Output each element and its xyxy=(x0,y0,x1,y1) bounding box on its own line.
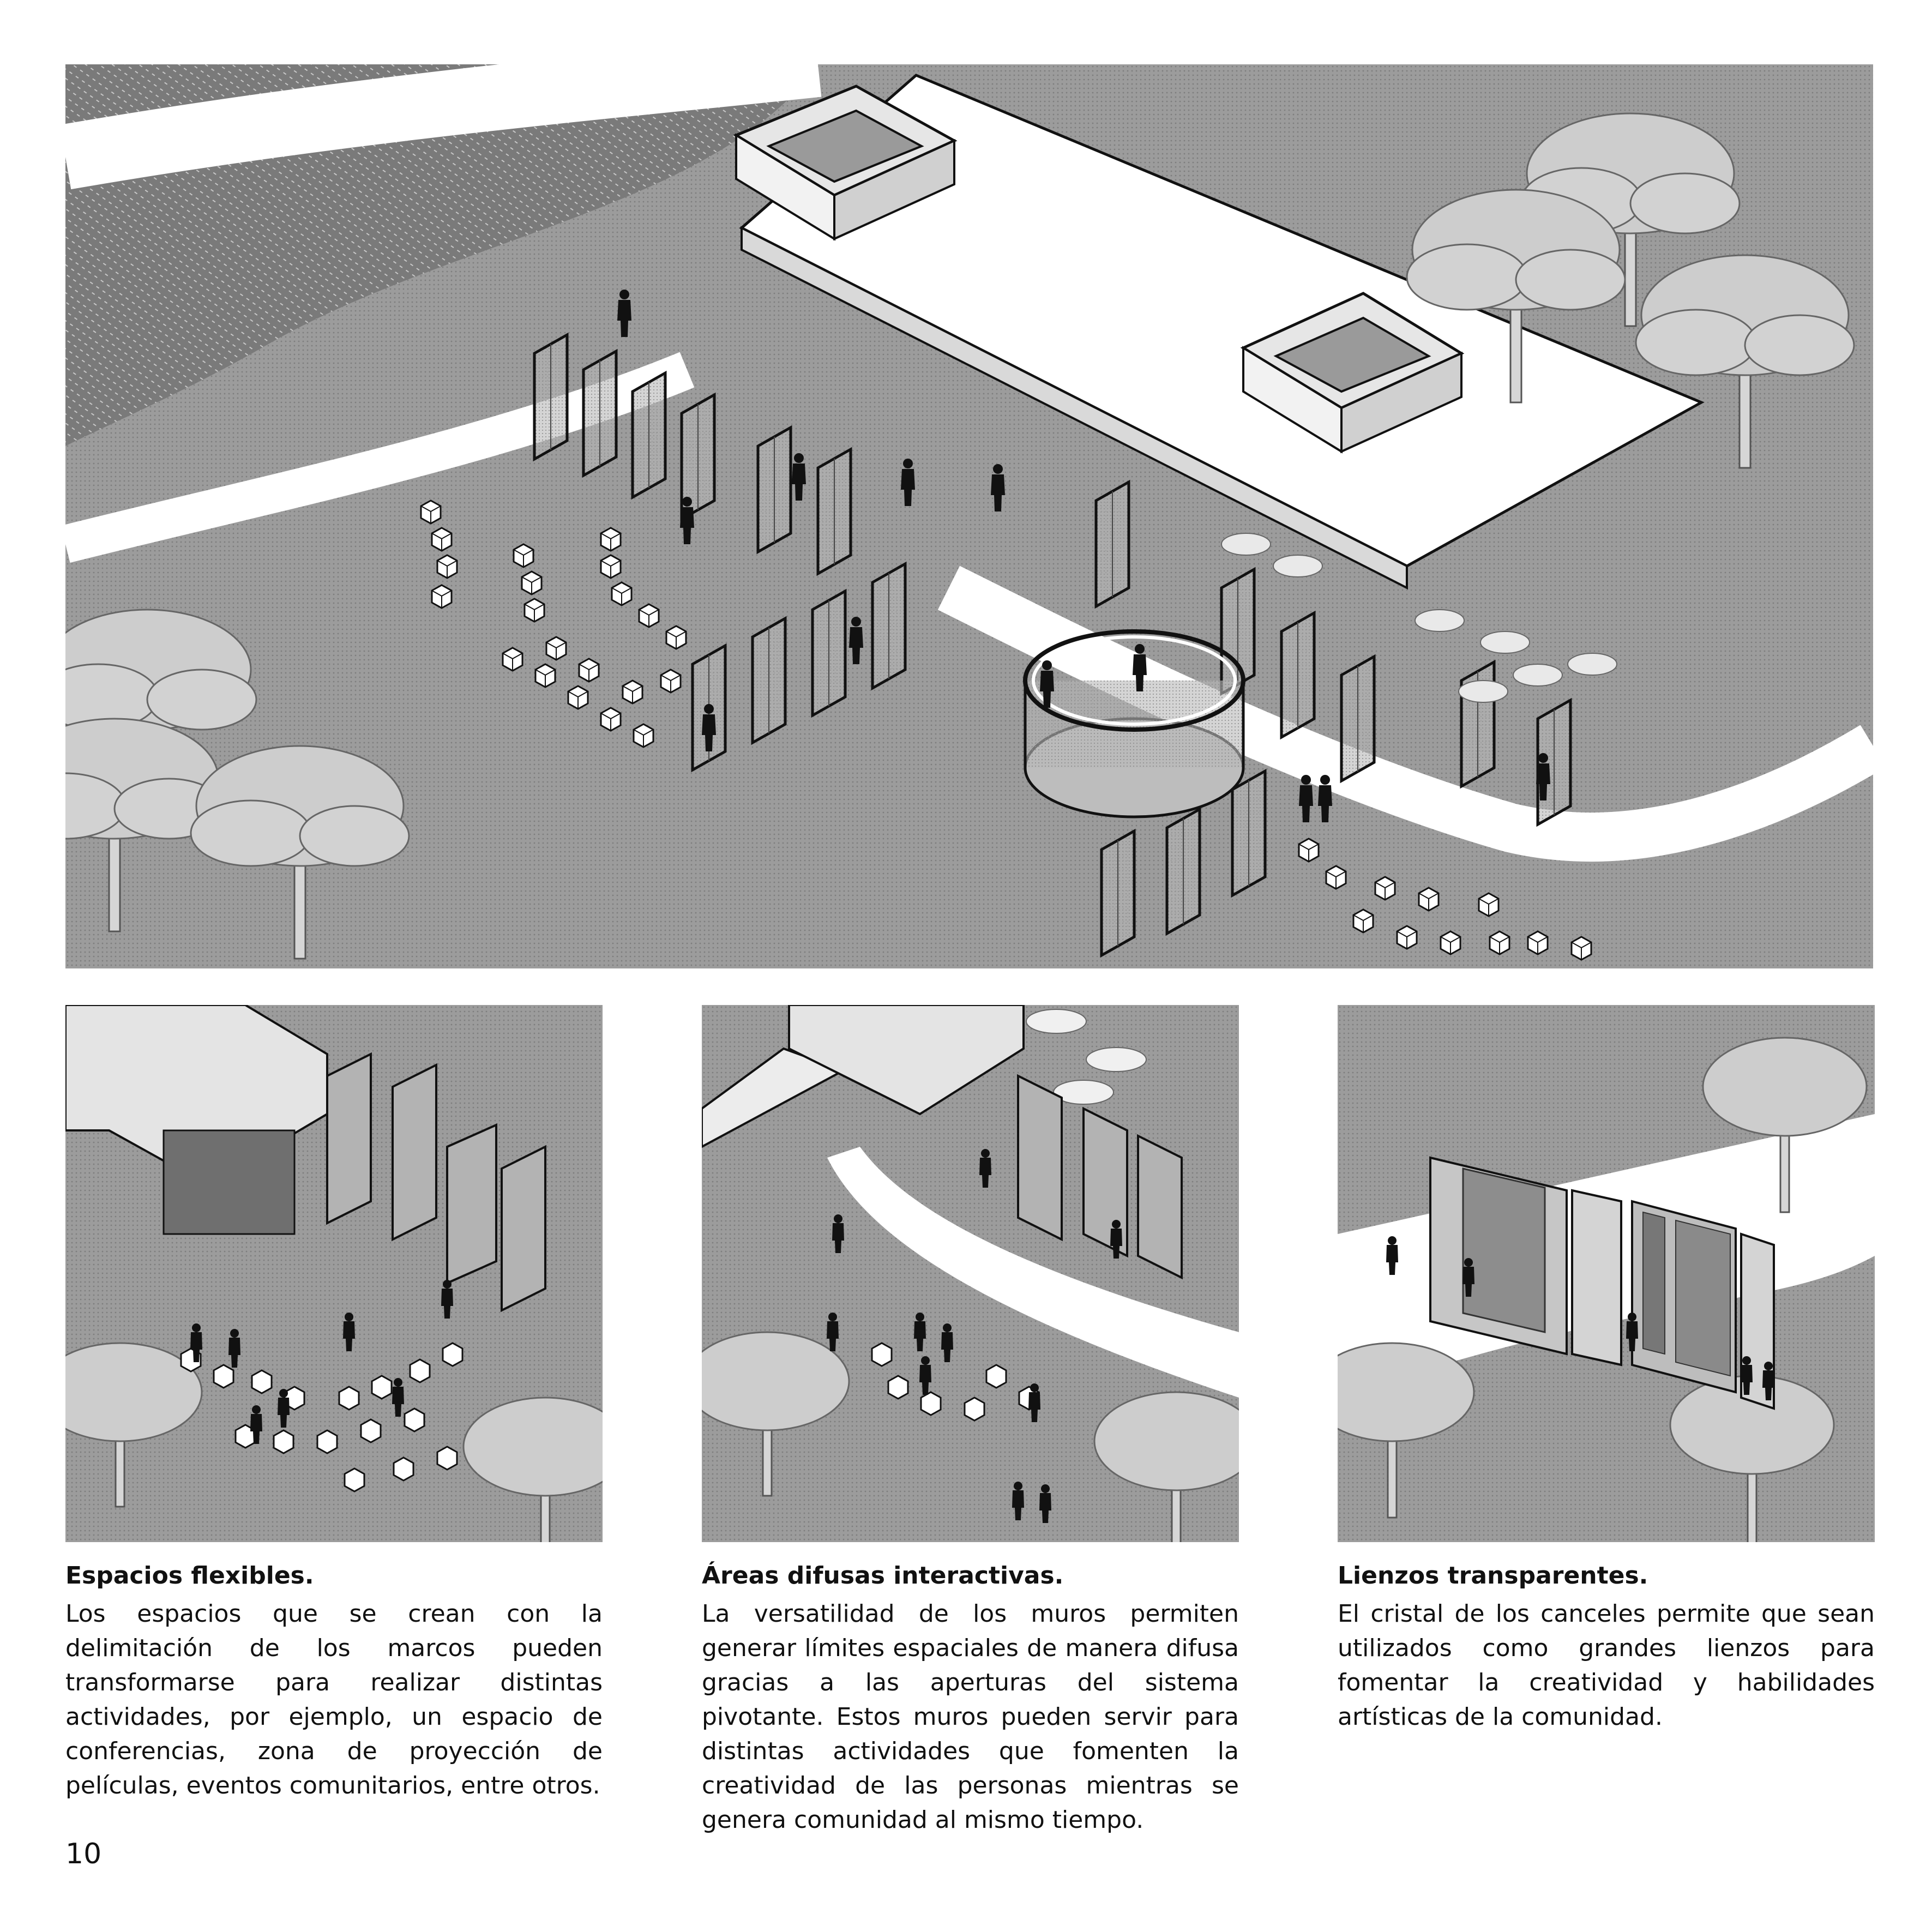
stool-icon xyxy=(317,1430,337,1453)
caption-title: Espacios flexibles. xyxy=(65,1562,314,1590)
stool-icon xyxy=(1397,926,1417,949)
stool-icon xyxy=(634,724,653,747)
stool-icon xyxy=(432,585,452,608)
stool-icon xyxy=(405,1409,424,1431)
pivot-frame-icon xyxy=(1232,771,1265,895)
stool-icon xyxy=(361,1419,381,1442)
stool-icon xyxy=(661,670,681,693)
pivot-frame-icon xyxy=(1341,657,1374,781)
hero-axonometric-drawing xyxy=(65,64,1873,968)
panel-transparent-canvases xyxy=(1338,1005,1875,1542)
stool-icon xyxy=(601,708,621,731)
pivot-frame-icon xyxy=(583,351,616,476)
stool-icon xyxy=(1572,937,1591,960)
page-number: 10 xyxy=(65,1838,102,1870)
pivot-frame-icon xyxy=(872,564,905,688)
stool-icon xyxy=(1490,931,1509,954)
stool-icon xyxy=(601,528,621,551)
pivot-frame-icon xyxy=(1167,809,1200,934)
caption-interactive-areas xyxy=(702,1561,1239,1837)
stool-icon xyxy=(525,599,544,622)
stool-icon xyxy=(372,1376,392,1399)
stool-icon xyxy=(1299,839,1319,862)
stool-icon xyxy=(535,664,555,687)
stool-icon xyxy=(612,582,631,605)
stool-icon xyxy=(214,1365,233,1388)
panel-2-svg xyxy=(702,1005,1239,1542)
stool-icon xyxy=(394,1458,413,1480)
hero-svg xyxy=(65,64,1873,968)
stool-icon xyxy=(339,1387,359,1410)
pivot-frame-icon xyxy=(753,618,785,743)
caption-flexible-spaces xyxy=(65,1561,603,1803)
pivot-frame-icon xyxy=(1102,831,1134,955)
pivot-frame-icon xyxy=(818,449,851,574)
stool-icon xyxy=(986,1365,1006,1388)
pivot-frame-icon xyxy=(1096,482,1129,606)
pivot-frame-icon xyxy=(1281,613,1314,737)
stool-icon xyxy=(1479,893,1498,916)
caption-body: Los espacios que se crean con la delimitación de los marcos pueden transformarse para realizar distintas actividades, por ejemplo, un espacio de conferencias, zona de proyección de películas, eventos comunitarios, entre otros. xyxy=(65,1600,603,1799)
stool-icon xyxy=(514,544,533,567)
stool-icon xyxy=(522,571,541,594)
pivot-frame-icon xyxy=(812,591,845,715)
stool-icon xyxy=(345,1468,364,1491)
stool-icon xyxy=(568,686,588,709)
stool-icon xyxy=(421,501,441,523)
stool-icon xyxy=(274,1430,293,1453)
stool-icon xyxy=(1375,877,1395,900)
pivot-frame-icon xyxy=(758,428,791,552)
stool-icon xyxy=(437,555,457,578)
pivot-frame-icon xyxy=(1221,569,1254,694)
caption-title: Áreas difusas interactivas. xyxy=(702,1562,1064,1590)
caption-title: Lienzos transparentes. xyxy=(1338,1562,1648,1590)
panel-interactive-areas xyxy=(702,1005,1239,1542)
stool-icon xyxy=(410,1359,430,1382)
stool-icon xyxy=(252,1370,272,1393)
stool-icon xyxy=(546,637,566,660)
pivot-frame-icon xyxy=(534,335,567,459)
pivot-frame-icon xyxy=(633,373,665,497)
caption-body: El cristal de los canceles permite que sean utilizados como grandes lienzos para fomentar la creatividad y habilidades artísticas de la comunidad. xyxy=(1338,1600,1875,1731)
stool-icon xyxy=(639,604,659,627)
panel-flexible-spaces xyxy=(65,1005,603,1542)
stool-icon xyxy=(443,1343,462,1366)
stool-icon xyxy=(503,648,522,671)
stool-icon xyxy=(1441,931,1460,954)
stool-icon xyxy=(888,1376,908,1399)
panel-1-svg xyxy=(65,1005,603,1542)
stool-icon xyxy=(921,1392,941,1415)
caption-body: La versatilidad de los muros permiten generar límites espaciales de manera difusa gracias a las aperturas del sistema pivotante. Estos muros pueden servir para distintas actividades que fomenten la creatividad de las personas mientras se genera comunidad al mismo tiempo. xyxy=(702,1600,1239,1834)
stool-icon xyxy=(437,1447,457,1470)
stool-icon xyxy=(623,681,642,703)
stool-icon xyxy=(601,555,621,578)
stool-icon xyxy=(1326,866,1346,889)
stool-icon xyxy=(432,528,452,551)
stool-icon xyxy=(666,626,686,649)
caption-transparent-canvases xyxy=(1338,1561,1875,1734)
stool-icon xyxy=(579,659,599,682)
stool-icon xyxy=(1528,931,1548,954)
stool-icon xyxy=(1419,888,1439,911)
stool-icon xyxy=(872,1343,892,1366)
stool-icon xyxy=(1353,910,1373,932)
panel-3-svg xyxy=(1338,1005,1875,1542)
stool-icon xyxy=(965,1398,984,1421)
projection-screen xyxy=(164,1130,294,1234)
